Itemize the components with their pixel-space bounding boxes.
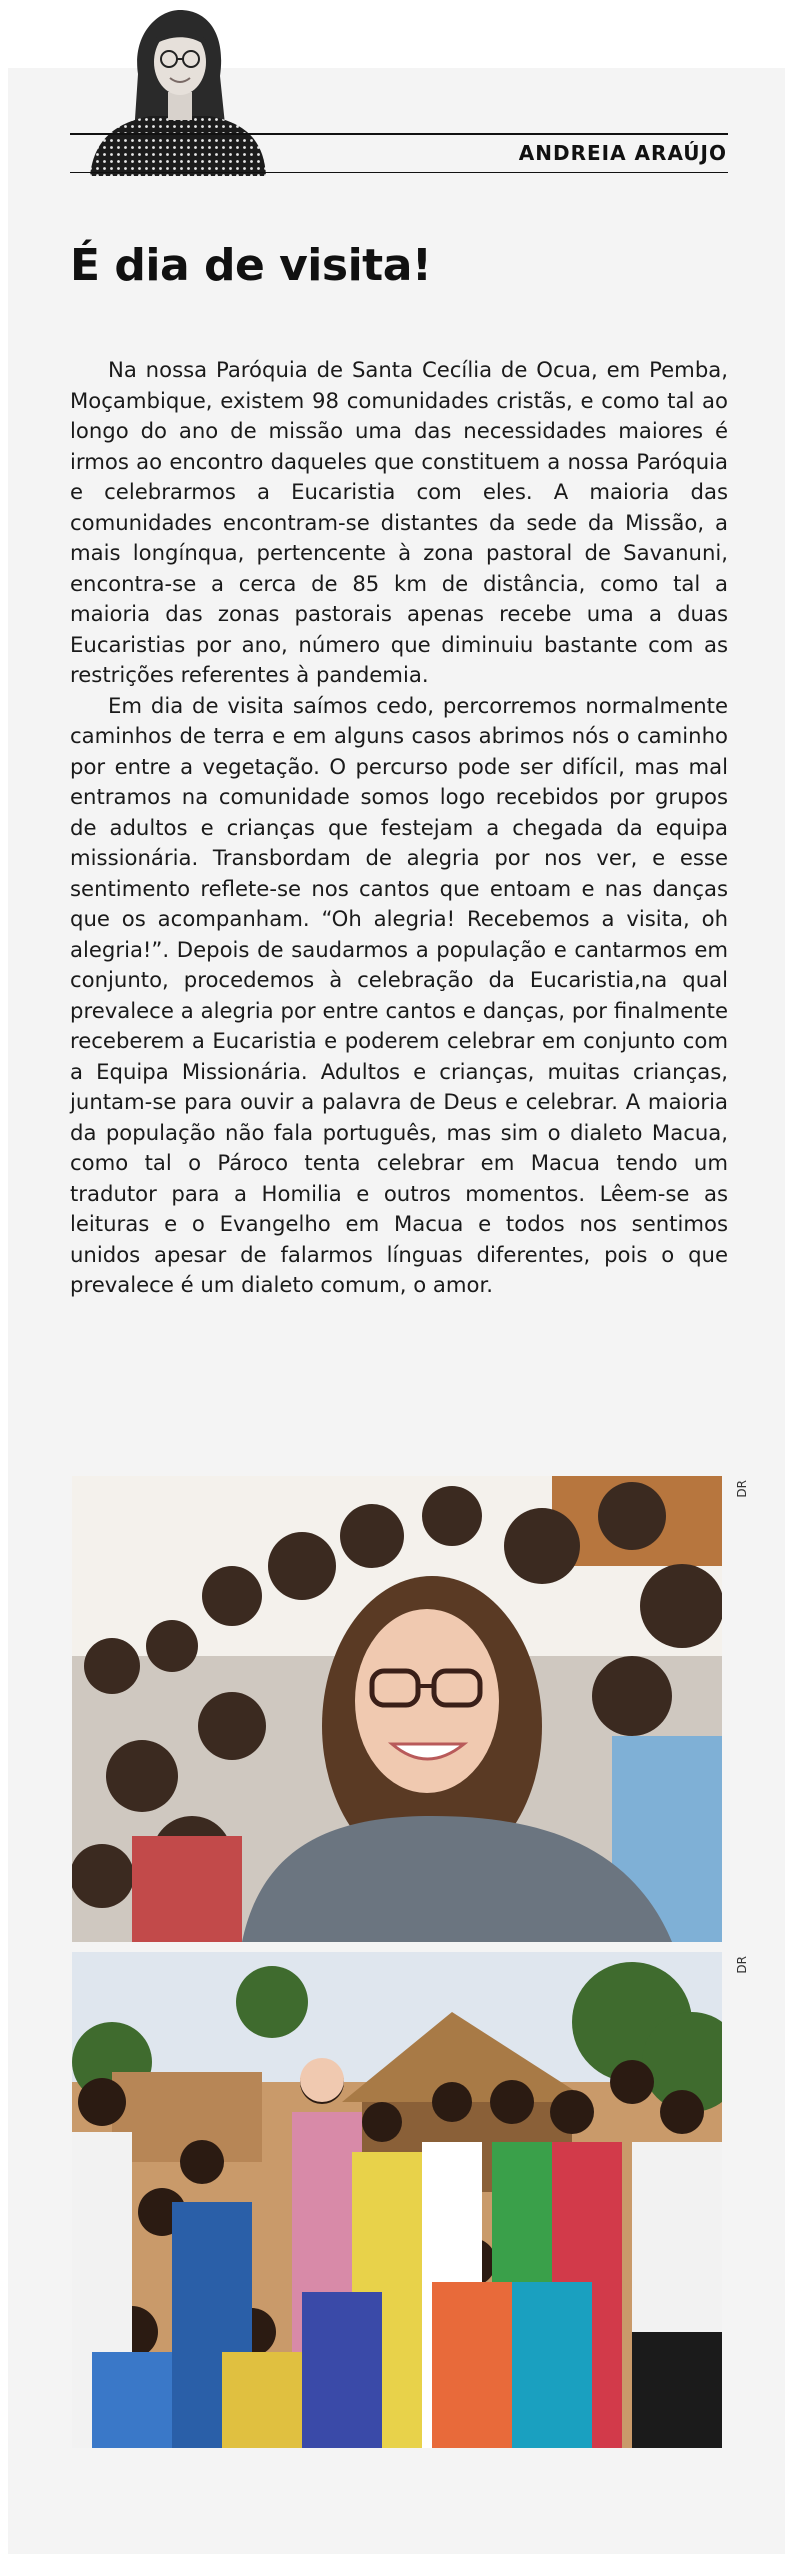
header-rule-top bbox=[70, 133, 728, 135]
photo-community-group bbox=[72, 1952, 722, 2448]
article-body bbox=[70, 355, 728, 1301]
paragraph-1: Na nossa Paróquia de Santa Cecília de Ocua, em Pemba, Moçambique, existem 98 comunidades cristãs, e como tal ao longo do ano de missão uma das necessidades maiores é irmos ao encontro daqueles que constituem a nossa Paróquia e celebrarmos a Eucaristia com eles. A maioria das comunidades encontram-se distantes da sede da Missão, a mais longínqua, pertencente à zona pastoral de Savanuni, encontra-se a cerca de 85 km de distância, como tal a maioria das zonas pastorais apenas recebe uma a duas Eucaristias por ano, número que diminuiu bastante com as restrições referentes à pandemia. bbox=[70, 357, 728, 687]
photo-selfie-children bbox=[72, 1476, 722, 1942]
author-avatar bbox=[80, 4, 270, 176]
paragraph-2: Em dia de visita saímos cedo, percorremos normalmente caminhos de terra e em alguns casos abrimos nós o caminho por entre a vegetação. O percurso pode ser difícil, mas mal entramos na comunidade somos logo recebidos por grupos de adultos e crianças que festejam a chegada da equipa missionária. Transbordam de alegria por nos ver, e esse sentimento reflete-se nos cantos que entoam e nas danças que os acompanham. “Oh alegria! Recebemos a visita, oh alegria!”. Depois de saudarmos a população e cantarmos em conjunto, procedemos à celebração da Eucaristia,na qual prevalece a alegria por entre cantos e danças, por finalmente receberem a Eucaristia e poderem celebrar em conjunto com a Equipa Missionária. Adultos e crianças, muitas crianças, juntam-se para ouvir a palavra de Deus e celebrar. A maioria da população não fala português, mas sim o dialeto Macua, como tal o Pároco tenta celebrar em Macua tendo um tradutor para a Homilia e outros momentos. Lêem-se as leituras e o Evangelho em Macua e todos nos sentimos unidos apesar de falarmos línguas diferentes, pois o que prevalece é um dialeto comum, o amor. bbox=[70, 692, 728, 1297]
article-title: É dia de visita! bbox=[70, 240, 432, 291]
header-rule-bottom bbox=[70, 172, 728, 173]
photo-1-credit: DR bbox=[735, 1480, 749, 1498]
author-name: ANDREIA ARAÚJO bbox=[518, 141, 727, 165]
photo-2-credit: DR bbox=[735, 1956, 749, 1974]
